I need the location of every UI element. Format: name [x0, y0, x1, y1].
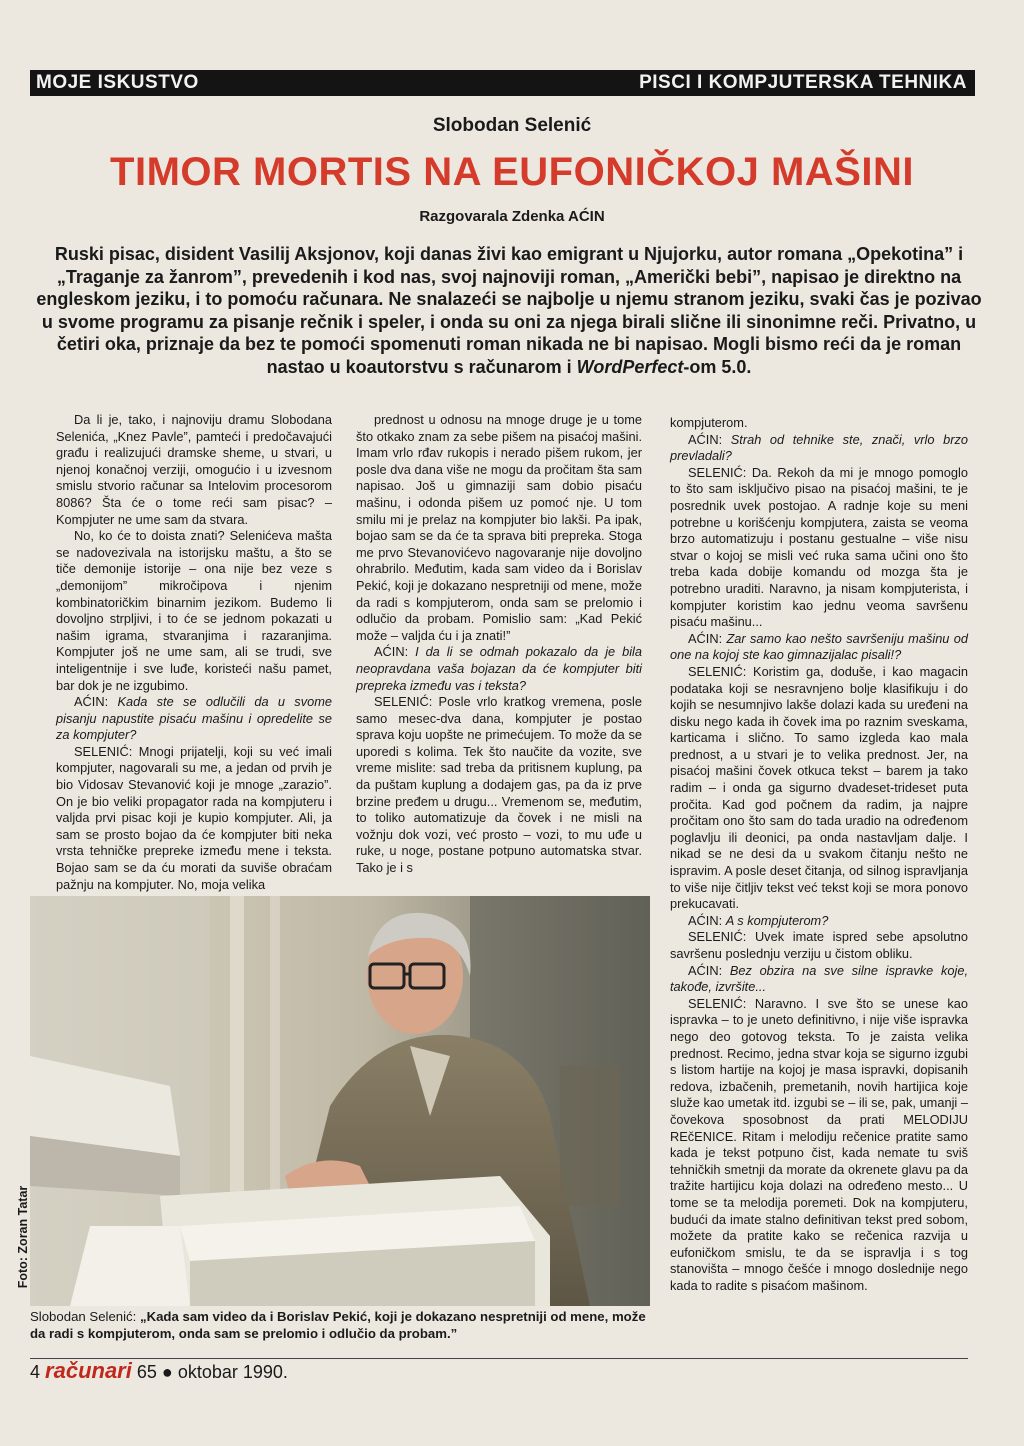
- page-number: 4: [30, 1362, 41, 1382]
- interview-question: Kada ste se odlučili da u svome pisanju napustite pisaću mašinu i opredelite se za kompjuter?: [56, 694, 333, 743]
- paragraph: [670, 415, 968, 432]
- photo-credit: Foto: Zoran Tatar: [16, 1185, 30, 1289]
- paragraph-text: No, ko će to doista znati? Selenićeva mašta se nadovezivala na istorijsku maštu, a što se tiče demonije istorije – ona nije bez veze s „demonijom” mikročipova i njenim kombinatoričkim binarnim jezikom. Budemo li dovoljno strpljivi, i to će se jednom pokazati u našim igrama, stvaranjima i razaranjima. Kompjuter još ne ume sam, ali se trudi, sve inteligentnije i sve luđe, koristeći našu pamet, bar dok je ne izgubimo.: [56, 528, 332, 693]
- photo-caption: [30, 1309, 660, 1342]
- magazine-logo: računari: [45, 1358, 132, 1383]
- paragraph: [56, 744, 332, 893]
- paragraph-text: SELENIĆ: Koristim ga, doduše, i kao magacin podataka koji se nesravnjeno bolje klasifikuju i do kojih se nesumnjivo lakše dolazi kada su uređeni na disku nego kada ih čovek ima po raznim sveskama, karticama i slično. To samo izgleda kao mala prednost, a u stvari je to velika prednost. Jer, na pisaćoj mašini čovek otkuca tekst – barem ja tako radim – i onda ga sigurno dvadeset-trideset puta pročita. Kad god počnem da radim, ja najpre pročitam ono što sam do tada uradio na određenom poglavlju ili deonici, pa onda nastavljam dalje. I nikad se ne desi da u svakom čitanju nešto ne ispravim. A posle deset čitanja, od silnog ispravljanja to više nije čitljiv tekst već tekst koji se mora ponovo prekucavati.: [670, 663, 968, 912]
- issue-number: 65: [136, 1362, 157, 1382]
- paragraph: [670, 929, 968, 962]
- article-author: Slobodan Selenić: [432, 115, 592, 136]
- text-column-1: [56, 412, 332, 893]
- lede-tail: -om 5.0.: [683, 356, 752, 377]
- speaker-label: AĆIN:: [688, 962, 730, 978]
- author-photo-illustration: [30, 896, 650, 1306]
- series-label: PISCI I KOMPJUTERSKA TEHNIKA: [639, 72, 967, 93]
- page-footer: [30, 1360, 288, 1383]
- text-column-3: [670, 415, 968, 1294]
- speaker-label: AĆIN:: [74, 694, 118, 710]
- interview-question: I da li se odmah pokazalo da je bila neopravdana vaša bojazan da će kompjuter biti prepreka između vas i teksta?: [356, 644, 643, 693]
- speaker-label: AĆIN:: [688, 630, 727, 646]
- bullet-separator: ●: [161, 1362, 173, 1382]
- paragraph-text: Da li je, tako, i najnoviju dramu Slobodana Selenića, „Knez Pavle”, pamteći i predočavajući građu i realizujući dramske sheme, u stvari, u njenoj konačnoj verziji, omogućio i u izvesnom smislu stvorio računar sa Intelovim procesorom 8086? Šta će o tome reći sam pisac? – Kompjuter ne ume sam da stvara.: [56, 412, 332, 527]
- interview-question: Zar samo kao nešto savršeniju mašinu od one na kojoj ste kao gimnazijalac pisali!?: [670, 630, 968, 663]
- section-header-bar: [30, 70, 975, 96]
- paragraph-text: SELENIĆ: Posle vrlo kratkog vremena, posle samo mesec-dva dana, kompjuter je postao sprava koju uopšte ne primećujem. To može da se uporedi s kolima. Tek što naučite da vozite, sve vreme mislite: sad treba da pritisnem kuplung, pa da puštam kuplung a dodajem gas, pa da iz prve brzine pređem u drugu... Vremenom se, međutim, to toliko automatizuje da čovek i ne misli na vožnju dok vozi, već prosto – vozi, to mu uđe u ruke, u noge, postane potpuno automatska stvar. Tako je i s: [356, 694, 642, 876]
- paragraph-text: SELENIĆ: Mnogi prijatelji, koji su već imali kompjuter, nagovarali su me, a jedan od prvih je bio Vidosav Stevanović koji je mnoge „zarazio”. On je bio veliki propagator rada na kompjuteru i valjda prvi pisac koji je kupio kompjuter. Ali, ja sam se prosto bojao da će kompjuter biti neka vrsta tehničke prepreke između mene i teksta. Bojao sam se da ću morati da suviše obraćam pažnju na kompjuter. No, moja velika: [56, 743, 332, 892]
- lede-product-name: WordPerfect: [576, 356, 684, 377]
- paragraph: [670, 996, 968, 1295]
- section-label: MOJE ISKUSTVO: [36, 72, 199, 93]
- paragraph: [56, 412, 332, 528]
- caption-name: Slobodan Selenić:: [30, 1309, 140, 1324]
- paragraph-text: prednost u odnosu na mnoge druge je u tome što otkako znam za sebe pišem na pisaćoj mašini. Imam vrlo rđav rukopis i nerado pišem rukom, jer posle dva dana više ne mogu da pročitam šta sam napisao. Još u gimnaziji sam dobio pisaću mašinu, i odonda pišem uz pomoć nje. U tom smilu mi je prelaz na kompjuter bio lakši. Pa ipak, bojao sam se da će ta sprava biti prepreka. Stoga me prvo Stevanovićevo nagovaranje nije dovoljno ohrabrilo. Međutim, kada sam video da i Borislav Pekić, koji je dokazano nespretniji od mene, može da radi s kompjuterom, onda sam se prelomio i odlučio da probam. Pomislio sam: „Kad Pekić može – valjda ću i ja znati!”: [356, 412, 642, 643]
- paragraph-text: kompjuterom.: [670, 415, 748, 430]
- paragraph: [670, 664, 968, 913]
- paragraph: [56, 528, 332, 694]
- paragraph: [356, 412, 642, 644]
- paragraph-text: SELENIĆ: Uvek imate ispred sebe apsolutno savršenu poslednju verziju u čistom obliku.: [670, 929, 968, 961]
- paragraph: [56, 694, 332, 744]
- footer-rule: [30, 1358, 968, 1359]
- paragraph-text: SELENIĆ: Da. Rekoh da mi je mnogo pomoglo to što sam isključivo pisao na pisaćoj mašini, te je posrednik uvek postojao. A radnje koje su meni potrebne u korišćenju kompjutera, zaista se veoma brzo automatizuju i postanu gestualne – više nisu stvar o kojoj se misli već ruka sama učini ono što treba kada dobije komandu od mozga šta je potrebno uraditi. Naravno, ja nisam kompjuterista, i kompjuter koristim kao jednu veoma savršenu pisaću mašinu...: [670, 464, 968, 630]
- interview-question: Strah od tehnike ste, znači, vrlo brzo prevladali?: [670, 431, 968, 464]
- speaker-label: AĆIN:: [688, 912, 726, 928]
- paragraph: [356, 644, 642, 694]
- speaker-label: AĆIN:: [374, 644, 416, 660]
- article-title: TIMOR MORTIS NA EUFONIČKOJ MAŠINI: [110, 150, 914, 194]
- paragraph: [670, 465, 968, 631]
- article-interviewer: Razgovarala Zdenka AĆIN: [419, 208, 605, 225]
- interview-question: Bez obzira na sve silne ispravke koje, takođe, izvršite...: [670, 962, 969, 995]
- lede-text: Ruski pisac, disident Vasilij Aksjonov, koji danas živi kao emigrant u Njujorku, autor romana „Opekotina” i „Traganje za žanrom”, prevedenih i kod nas, svoj najnoviji roman, „Američki bebi”, napisao je direktno na engleskom jeziku, i to pomoću računara. Ne snalazeći se najbolje u njemu stranom jeziku, svaki čas je pozivao u svome programu za pisanje rečnik i speler, i onda su oni za njega birali slične ili sinonimne reči. Privatno, u četiri oka, priznaje da bez te pomoći spomenuti roman nikada ne bi napisao. Mogli bismo reći da je roman nastao u koautorstvu s računarom i: [36, 244, 982, 377]
- caption-quote: „Kada sam video da i Borislav Pekić, koji je dokazano nespretniji od mene, može da radi s kompjuterom, onda sam se prelomio i odlučio da probam.”: [30, 1309, 646, 1341]
- paragraph-text: SELENIĆ: Naravno. I sve što se unese kao ispravka – to je uneto definitivno, i nije više ispravka nego deo gotovog teksta. To je zaista velika prednost. Recimo, jedna stvar koja se sigurno izgubi s listom hartije na kojoj je masa ispravki, dopisanih redova, izbačenih, premetanih, novih hartijica koje služe kao umetak itd. izgubi se – ili se, pak, umanji – čovekova sposobnost da prati MELODIJU REčENICE. Ritam i melodiju rečenice pratite samo kada je tekst potpuno čist, kada nemate tu sviš tehničkih smetnji da morate da okrenete glavu pa da tražite hartijicu koja dolazi na određeno mesto... U tome se ta melodija poremeti. Dok na kompjuteru, budući da imate stalno definitivan tekst pred sobom, možete da pratite kako se rečenica razvija u eufoničkom smislu, te da se ispravlja i s tog stanovišta – mnogo češće i mnogo doslednije nego kada to radite s pisaćom mašinom.: [670, 995, 968, 1293]
- paragraph: [670, 963, 968, 996]
- paragraph: [670, 432, 968, 465]
- text-column-2: [356, 412, 642, 877]
- speaker-label: AĆIN:: [688, 431, 731, 447]
- interview-question: A s kompjuterom?: [725, 912, 829, 928]
- paragraph: [670, 631, 968, 664]
- article-lede: [30, 243, 988, 378]
- paragraph: [356, 694, 642, 877]
- paragraph: [670, 913, 968, 930]
- author-photo: [30, 896, 650, 1306]
- issue-date: oktobar 1990.: [177, 1362, 288, 1382]
